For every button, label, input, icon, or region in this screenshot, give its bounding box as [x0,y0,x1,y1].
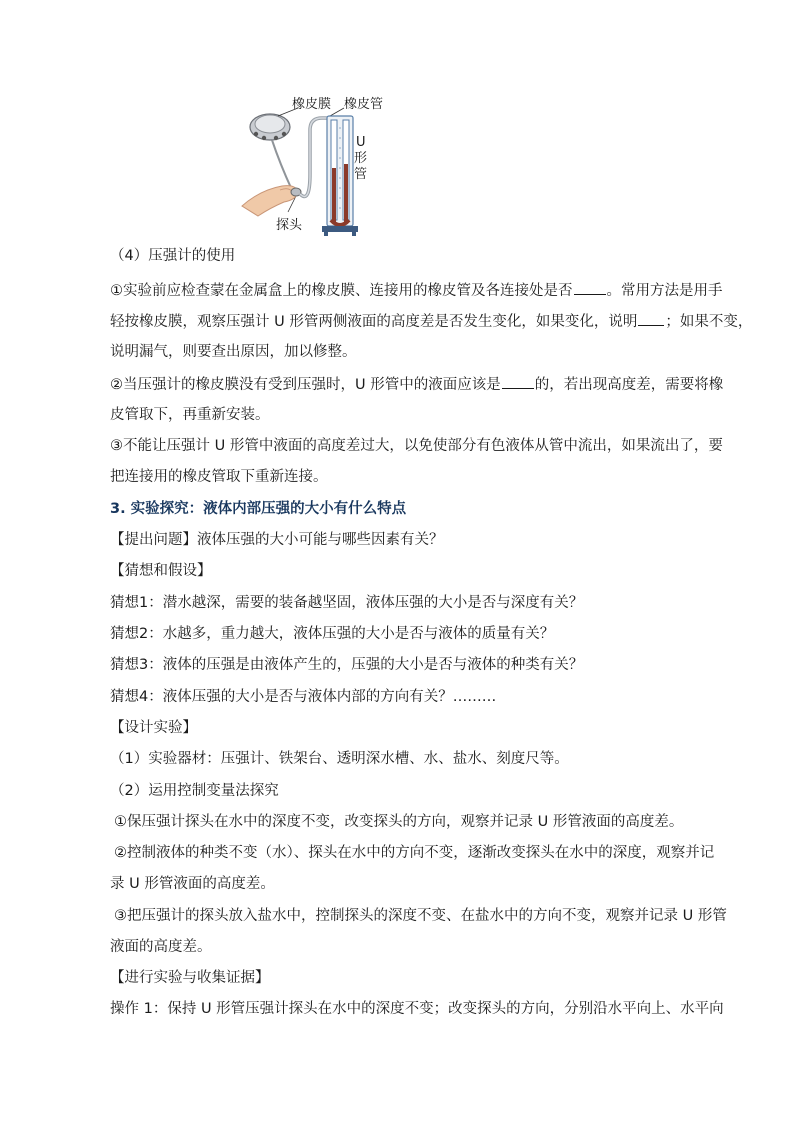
item-1-text-b: 。常用方法是用手 [606,283,723,299]
answer-blank[interactable] [502,374,534,389]
pressure-gauge-illustration [240,94,390,236]
item-1-line-1 [110,280,723,301]
item-1-text-c: 轻按橡皮膜，观察压强计 U 形管两侧液面的高度差是否发生变化，如果变化，说明 [110,314,638,330]
guess-4: 猜想4：液体压强的大小是否与液体内部的方向有关？……… [110,689,497,705]
guess-title: 【猜想和假设】 [110,563,212,579]
item-1-line-3: 说明漏气，则要查出原因，加以修整。 [110,344,357,360]
answer-blank[interactable] [638,311,664,326]
rubber-tube-label: 橡皮管 [344,97,384,112]
item-1-text-d: ；如果不变， [665,314,753,330]
section-3-heading: 3. 实验探究：液体内部压强的大小有什么特点 [110,501,407,517]
question-line: 【提出问题】液体压强的大小可能与哪些因素有关？ [110,532,444,548]
u-tube-label-guan: 管 [354,167,368,182]
answer-blank[interactable] [574,280,606,295]
design-materials: （1）实验器材：压强计、铁架台、透明深水槽、水、盐水、刻度尺等。 [110,751,569,767]
membrane-label: 橡皮膜 [292,97,332,112]
design-step-3-line-1: ③把压强计的探头放入盐水中，控制探头的深度不变、在盐水中的方向不变，观察并记录 U 形管 [114,908,727,924]
item-2-text-b: 的，若出现高度差，需要将橡 [534,377,724,393]
item-2-line-2: 皮管取下，再重新安装。 [110,407,270,423]
design-step-3-line-2: 液面的高度差。 [110,939,212,955]
item-1-text-a: ①实验前应检查蒙在金属盒上的橡皮膜、连接用的橡皮管及各连接处是否 [110,283,573,299]
guess-3: 猜想3：液体的压强是由液体产生的，压强的大小是否与液体的种类有关？ [110,657,584,673]
item-2-text-a: ②当压强计的橡皮膜没有受到压强时，U 形管中的液面应该是 [110,377,501,393]
conduct-title: 【进行实验与收集证据】 [110,970,270,986]
u-tube-label-u: U [356,135,366,150]
item-3-line-1: ③不能让压强计 U 形管中液面的高度差过大，以免使部分有色液体从管中流出，如果流出了，要 [110,438,723,454]
item-2-line-1 [110,374,723,395]
design-method: （2）运用控制变量法探究 [110,783,279,799]
probe-label: 探头 [276,218,303,233]
u-tube-label-xing: 形 [354,151,368,166]
pressure-gauge-figure [240,94,390,236]
design-title: 【设计实验】 [110,720,197,736]
section-4-title: （4）压强计的使用 [110,248,236,264]
design-step-2-line-2: 录 U 形管液面的高度差。 [110,876,275,892]
item-1-line-2 [110,311,752,332]
design-step-1: ①保压强计探头在水中的深度不变，改变探头的方向，观察并记录 U 形管液面的高度差。 [114,814,684,830]
item-3-line-2: 把连接用的橡皮管取下重新连接。 [110,469,328,485]
guess-2: 猜想2：水越多，重力越大，液体压强的大小是否与液体的质量有关？ [110,626,555,642]
design-step-2-line-1: ②控制液体的种类不变（水）、探头在水中的方向不变，逐渐改变探头在水中的深度，观察并记 [114,845,715,861]
operation-1: 操作 1：保持 U 形管压强计探头在水中的深度不变；改变探头的方向，分别沿水平向上、水平向 [110,1001,724,1017]
guess-1: 猜想1：潜水越深，需要的装备越坚固，液体压强的大小是否与深度有关？ [110,595,584,611]
